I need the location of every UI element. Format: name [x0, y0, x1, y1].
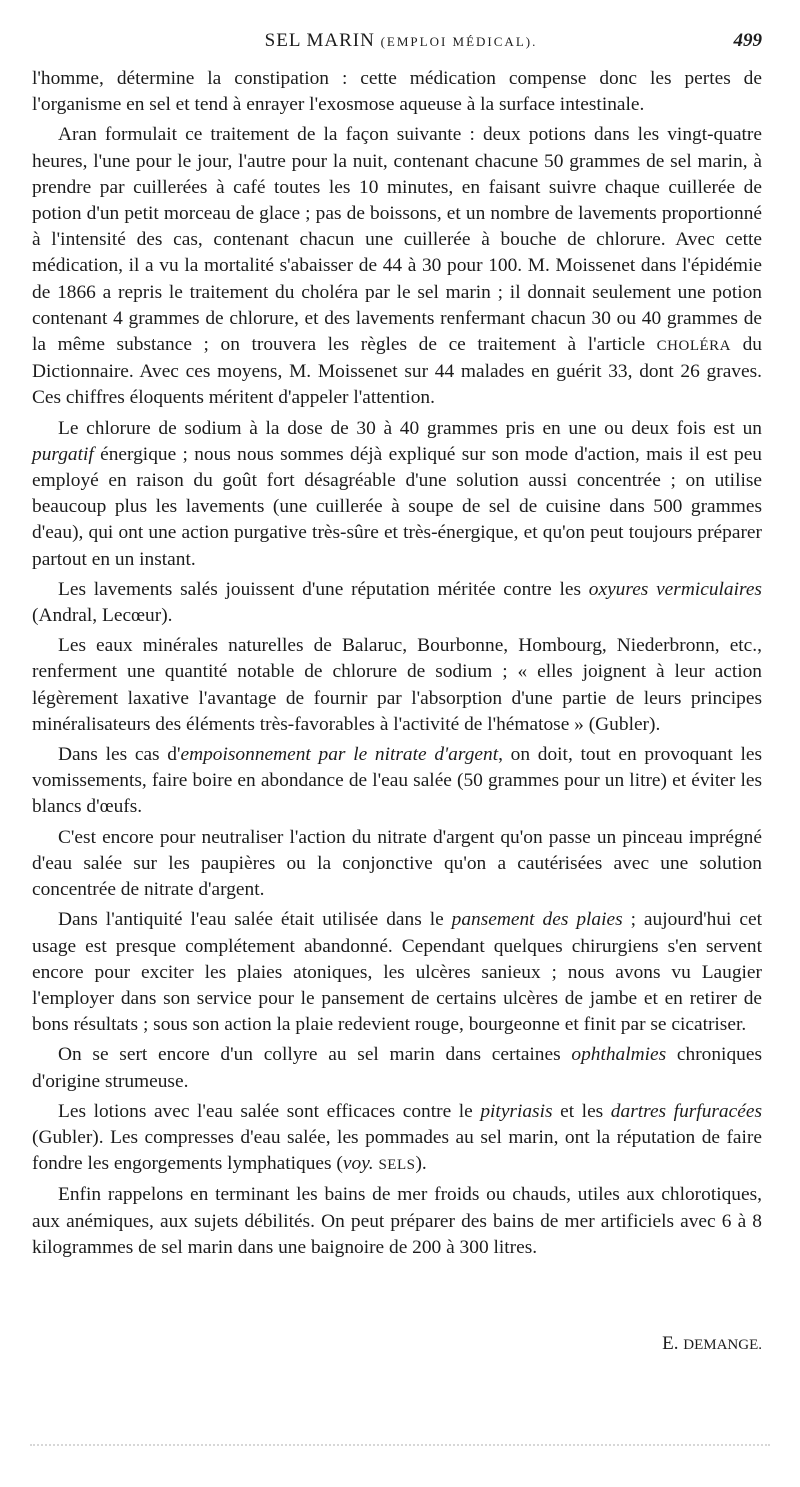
italic-term: oxyures vermiculaires [588, 578, 762, 600]
text-run: (Andral, Lecœur). [32, 605, 173, 627]
italic-term: dartres furfuracées [610, 1100, 762, 1122]
running-title-sub: (EMPLOI MÉDICAL). [380, 34, 538, 49]
body-text [32, 66, 762, 1265]
text-run: Dans les cas d' [58, 744, 181, 766]
paragraph [32, 1182, 762, 1261]
paragraph [32, 577, 762, 629]
running-title-main: SEL MARIN [264, 30, 375, 51]
small-caps-term: SELS [378, 1157, 416, 1174]
paragraph [32, 1099, 762, 1179]
page-bottom-rule [30, 1444, 770, 1454]
italic-term: purgatif [32, 443, 94, 465]
italic-term: empoisonnement par le nitrate d'argent [180, 744, 499, 766]
text-run: , on doit, tout en provoquant les vomissements, faire boire en abondance de l'eau salée (50 grammes pour un litre) et éviter les blancs d'œufs. [32, 744, 762, 818]
paragraph [32, 633, 762, 738]
text-run: du Dictionnaire. Avec ces moyens, M. Moissenet sur 44 malades en guérit 33, dont 26 graves. Ces chiffres éloquents méritent d'appeler l'attention. [32, 334, 762, 409]
paragraph [32, 742, 762, 821]
text-run: Les eaux minérales naturelles de Balaruc, Bourbonne, Hombourg, Niederbronn, etc., renferment une quantité notable de chlorure de sodium ; « elles joignent à leur action légèrement laxative l'avantage de fournir par l'absorption d'une partie de leurs principes minéralisateurs des éléments très-favorables à l'activité de l'hématose » (Gubler). [32, 635, 762, 735]
running-header [40, 30, 762, 56]
text-run: C'est encore pour neutraliser l'action du nitrate d'argent qu'on passe un pinceau imprégné d'eau salée sur les paupières ou la conjonctive qu'on a cautérisées avec une solution concentrée de nitrate d'argent. [32, 826, 762, 901]
small-caps-term: CHOLÉRA [656, 338, 732, 355]
text-run: Enfin rappelons en terminant les bains de mer froids ou chauds, utiles aux chlorotiques, aux anémiques, aux sujets débilités. On peut préparer des bains de mer artificiels avec 6 à 8 kilogrammes de sel marin dans une baignoire de 200 à 300 litres. [32, 1184, 762, 1258]
text-run: l'homme, détermine la constipation : cette médication compense donc les pertes de l'organisme en sel et tend à enrayer l'exosmose aqueuse à la surface intestinale. [32, 68, 762, 116]
author-signature [600, 1333, 762, 1355]
text-run: Le chlorure de sodium à la dose de 30 à 40 grammes pris en une ou deux fois est un [58, 417, 762, 439]
text-run: ; aujourd'hui cet usage est presque complétement abandonné. Cependant quelques chirurgiens s'en servent encore pour exciter les plaies atoniques, les ulcères sanieux ; nous avons vu Laugier l'employer dans son service pour le pansement de certains ulcères de jambe et en retirer de bons résultats ; sous son action la plaie redevient rouge, bourgeonne et finit par se cicatriser. [32, 909, 762, 1036]
signature-name: DEMANGE. [683, 1337, 762, 1353]
text-run: Les lotions avec l'eau salée sont efficaces contre le [58, 1100, 481, 1122]
italic-term: pansement des plaies [451, 909, 623, 931]
signature-initial: E. [662, 1333, 679, 1354]
paragraph [32, 122, 762, 411]
text-run: ). [415, 1153, 427, 1175]
italic-term: voy. [342, 1153, 374, 1175]
text-run: Aran formulait ce traitement de la façon suivante : deux potions dans les vingt-quatre heures, l'une pour le jour, l'autre pour la nuit, contenant chacune 50 grammes de sel marin, à prendre par cuillerées à café toutes les 10 minutes, en faisant suivre chaque cuillerée de potion d'un petit morceau de glace ; pas de boissons, et un nombre de lavements proportionné à l'intensité des cas, contenant chacun une cuillerée à bouche de chlorure. Avec cette médication, il a vu la mortalité s'abaisser de 44 à 30 pour 100. M. Moissenet dans l'épidémie de 1866 a repris le traitement du choléra par le sel marin ; il donnait seulement une potion contenant 4 grammes de chlorure, et des lavements renfermant chacun 30 ou 40 grammes de la même substance ; on trouvera les règles de ce traitement à l'article [32, 124, 762, 356]
running-title [40, 30, 762, 52]
italic-term: pityriasis [480, 1100, 553, 1122]
text-run: On se sert encore d'un collyre au sel marin dans certaines [58, 1044, 572, 1066]
paragraph [32, 66, 762, 118]
page-number: 499 [733, 30, 762, 51]
paragraph [32, 416, 762, 573]
text-run: énergique ; nous nous sommes déjà expliqué sur son mode d'action, mais il est peu employé en raison du goût fort désagréable d'une solution aussi concentrée ; on utilise beaucoup plus les lavements (une cuillerée à soupe de sel de cuisine dans 500 grammes d'eau), qui ont une action purgative très-sûre et très-énergique, et qu'on peut toujours préparer partout en un instant. [32, 443, 762, 570]
text-run: chroniques d'origine strumeuse. [32, 1044, 762, 1092]
text-run: Dans l'antiquité l'eau salée était utilisée dans le [58, 909, 452, 931]
text-run: (Gubler). Les compresses d'eau salée, les pommades au sel marin, ont la réputation de faire fondre les engorgements lymphatiques ( [32, 1126, 762, 1175]
paragraph [32, 1042, 762, 1094]
paragraph [32, 825, 762, 904]
text-run: et les [552, 1100, 611, 1122]
italic-term: ophthalmies [571, 1044, 667, 1066]
text-run: Les lavements salés jouissent d'une réputation méritée contre les [58, 578, 589, 600]
paragraph [32, 907, 762, 1038]
